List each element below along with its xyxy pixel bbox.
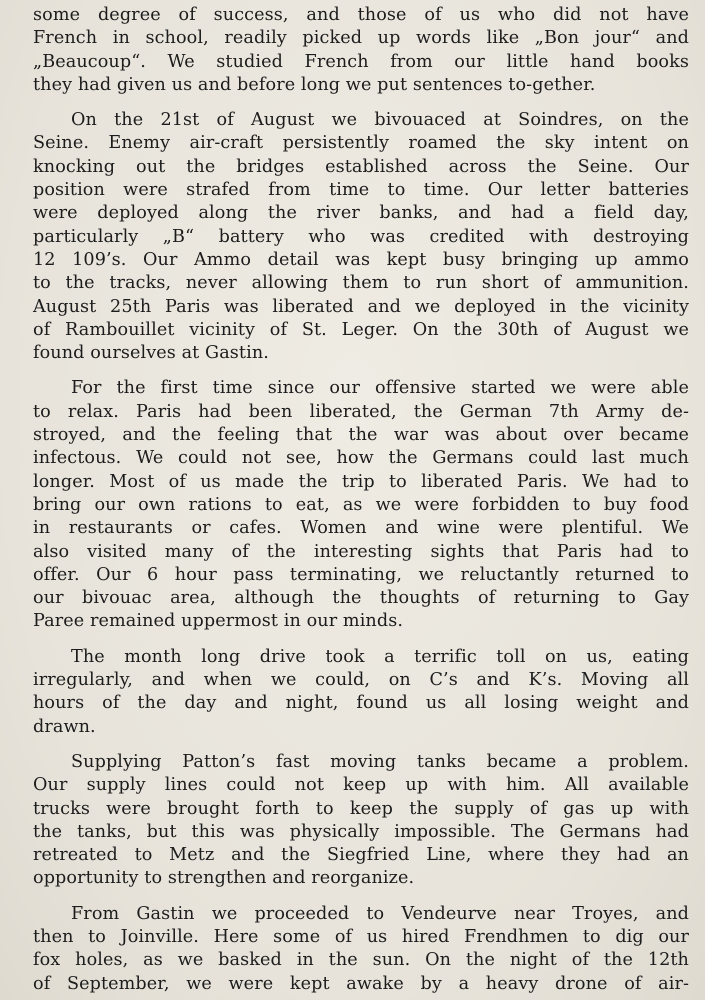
text-line: longer. Most of us made the trip to liberated Paris. We had to — [33, 471, 689, 492]
text-line: From Gastin we proceeded to Vendeurve near Troyes, and — [71, 903, 689, 924]
text-line: of Rambouillet vicinity of St. Leger. On the 30th of August we — [33, 319, 689, 340]
text-line: to relax. Paris had been liberated, the German 7th Army de- — [33, 401, 689, 422]
body-text — [33, 4, 689, 1000]
text-line: Our supply lines could not keep up with him. All available — [33, 775, 689, 796]
paragraph — [33, 751, 689, 891]
text-line: bring our own rations to eat, as we were forbidden to buy food — [33, 494, 689, 515]
text-line: drawn. — [33, 716, 96, 737]
text-line: of September, we were kept awake by a heavy drone of air- — [33, 973, 689, 994]
text-line: offer. Our 6 hour pass terminating, we reluctantly returned to — [33, 564, 689, 585]
paragraph — [33, 4, 689, 97]
text-line: trucks were brought forth to keep the supply of gas up with — [33, 798, 689, 819]
text-line: the tanks, but this was physically impossible. The Germans had — [33, 821, 689, 842]
text-line: infectous. We could not see, how the Germans could last much — [33, 448, 689, 469]
text-line: then to Joinville. Here some of us hired Frendhmen to dig our — [33, 926, 689, 947]
text-line: also visited many of the interesting sights that Paris had to — [33, 541, 689, 562]
text-line: 12 109’s. Our Ammo detail was kept busy bringing up ammo — [33, 249, 689, 270]
text-line: irregularly, and when we could, on C’s and K’s. Moving all — [33, 670, 689, 691]
text-line: On the 21st of August we bivouaced at Soindres, on the — [71, 110, 689, 131]
text-line: For the first time since our offensive started we were able — [71, 378, 689, 399]
text-line: they had given us and before long we put sentences to-gether. — [33, 74, 596, 95]
text-line: particularly „B“ battery who was credited with destroying — [33, 226, 689, 247]
text-line: position were strafed from time to time. Our letter batteries — [33, 180, 689, 201]
text-line: some degree of success, and those of us who did not have — [33, 5, 689, 25]
text-line: August 25th Paris was liberated and we deployed in the vicinity — [33, 296, 689, 317]
text-line: were deployed along the river banks, and had a field day, — [33, 203, 689, 224]
text-line: retreated to Metz and the Siegfried Line, where they had an — [33, 845, 689, 866]
text-line: Paree remained uppermost in our minds. — [33, 611, 404, 632]
text-line: The month long drive took a terrific toll on us, eating — [71, 646, 689, 667]
text-line: stroyed, and the feeling that the war was about over became — [33, 425, 689, 446]
text-line: our bivouac area, although the thoughts of returning to Gay — [33, 588, 689, 609]
text-line: Seine. Enemy air-craft persistently roamed the sky intent on — [33, 133, 689, 154]
text-line: fox holes, as we basked in the sun. On the night of the 12th — [33, 950, 689, 971]
text-line: French in school, readily picked up words like „Bon jour“ and — [33, 28, 689, 49]
paragraph — [33, 646, 689, 739]
text-line: found ourselves at Gastin. — [33, 343, 269, 364]
text-line: knocking out the bridges established across the Seine. Our — [33, 156, 689, 177]
text-line: in restaurants or cafes. Women and wine were plentiful. We — [33, 518, 689, 539]
paragraph — [33, 377, 689, 633]
text-line: Supplying Patton’s fast moving tanks became a problem. — [71, 751, 689, 772]
text-line: hours of the day and night, found us all losing weight and — [33, 693, 689, 714]
paragraph — [33, 903, 689, 996]
text-line: opportunity to strengthen and reorganize. — [33, 868, 415, 889]
paragraph — [33, 109, 689, 365]
text-line: to the tracks, never allowing them to run short of ammunition. — [33, 273, 689, 294]
text-line: „Beaucoup“. We studied French from our little hand books — [33, 51, 689, 72]
